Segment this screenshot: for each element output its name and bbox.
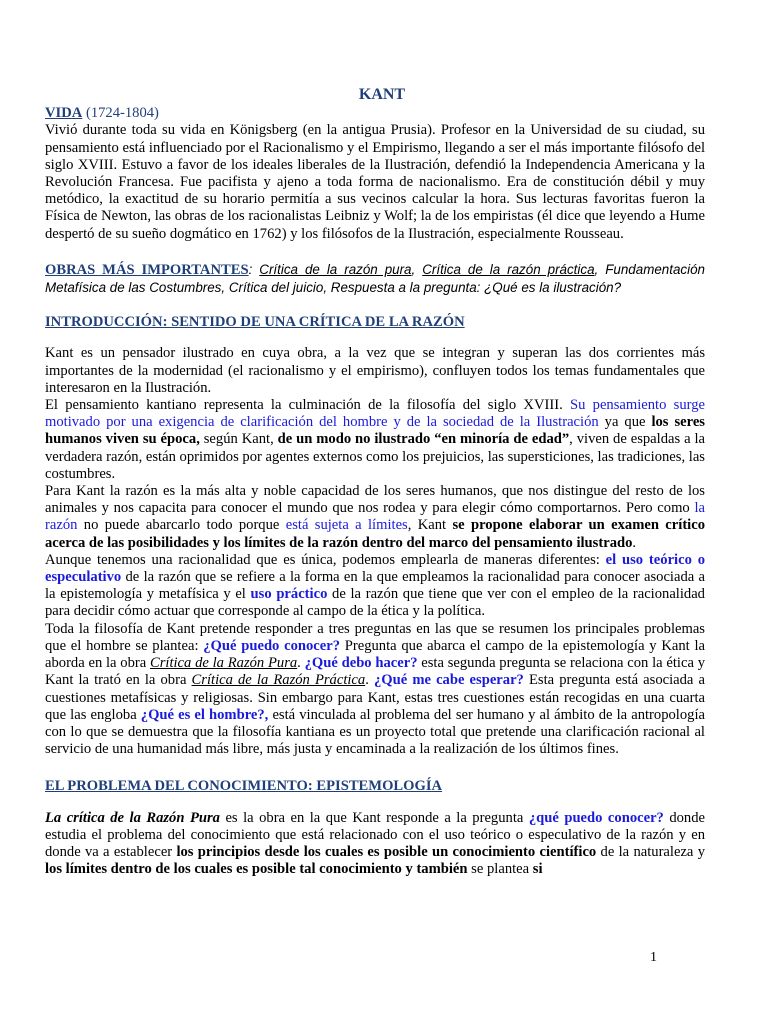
vida-dates: (1724-1804) — [85, 105, 159, 122]
vida-paragraph: Vivió durante toda su vida en Königsberg (en la antigua Prusia). Profesor en la Universidad de su ciudad, su pensamiento está influenciado por el Racionalismo y el Empirismo, llegando a ser el más importante filósofo del siglo XVIII. Estuvo a favor de los ideales liberales de la Ilustración, defendió la Independencia Americana y la Revolución Francesa. Fue pacifista y ajeno a toda forma de nacionalismo. Era de constitución débil y muy metódico, la exactitud de su horario permitía a sus vecinos calcular la hora. Sus lecturas favoritas fueron la Física de Newton, las obras de los racionalistas Leibniz y Wolf; la de los empiristas (él dice que leyendo a Hume despertó de su sueño dogmático en 1762) y los filósofos de la Ilustración, especialmente Rousseau. — [45, 122, 705, 242]
obras-heading: OBRAS MÁS IMPORTANTES — [45, 261, 249, 278]
intro-heading: INTRODUCCIÓN: SENTIDO DE UNA CRÍTICA DE LA RAZÓN — [45, 314, 465, 331]
vida-section — [45, 105, 705, 122]
epist-heading: EL PROBLEMA DEL CONOCIMIENTO: EPISTEMOLOGÍA — [45, 778, 443, 795]
page-number: 1 — [650, 950, 657, 965]
intro-paragraph-4: Aunque tenemos una racionalidad que es única, podemos emplearla de maneras diferentes: el uso teórico o especulativo de la razón que se refiere a la forma en la que empleamos la racionalidad para conocer asociada a la epistemología y metafísica y el uso práctico de la razón que tiene que ver con el empleo de la racionalidad para decidir cómo actuar que corresponde al campo de la ética y la política. — [45, 551, 706, 620]
question-4: ¿Qué es el hombre?, — [140, 706, 269, 723]
page-title: KANT — [358, 86, 406, 103]
epist-lead: La crítica de la Razón Pura — [45, 809, 220, 826]
epist-paragraph: La crítica de la Razón Pura es la obra en la que Kant responde a la pregunta ¿qué puedo conocer? donde estudia el problema del conocimiento que está relacionado con el uso teórico o especulativo de la razón y en donde va a establecer los principios desde los cuales es posible un conocimiento científico de la naturaleza y los límites dentro de los cuales es posible tal conocimiento y también se plantea si — [45, 809, 706, 878]
obras-work-2: Crítica de la razón práctica — [422, 261, 595, 277]
intro-paragraph-5: Toda la filosofía de Kant pretende responder a tres preguntas en las que se resumen los principales problemas que el hombre se plantea: ¿Qué puedo conocer? Pregunta que abarca el campo de la epistemología y Kant la aborda en la obra Crítica de la Razón Pura. ¿Qué debo hacer? esta segunda pregunta se relaciona con la ética y Kant la trató en la obra Crítica de la Razón Práctica. ¿Qué me cabe esperar? Esta pregunta está asociada a cuestiones metafísicas y religiosas. Sin embargo para Kant, estas tres cuestiones están recogidas en una cuarta que las engloba ¿Qué es el hombre?, está vinculada al problema del ser humano y al ámbito de la antropología con lo que se demuestra que la filosofía kantiana es un proyecto total que pretende una clarificación racional al servicio de una humanidad más libre, más justa y encaminada a la realización de los últimos fines. — [45, 620, 705, 758]
obras-section: OBRAS MÁS IMPORTANTES: Crítica de la razón pura, Crítica de la razón práctica, Fundamentación Metafísica de las Costumbres, Crítica del juicio, Respuesta a la pregunta: ¿Qué es la ilustración? — [45, 261, 705, 296]
work-razon-practica: Crítica de la Razón Práctica — [191, 672, 366, 689]
intro-paragraph-2: El pensamiento kantiano representa la culminación de la filosofía del siglo XVIII. Su pensamiento surge motivado por una exigencia de clarificación del hombre y de la sociedad de la Ilustración ya que los seres humanos viven su época, según Kant, de un modo no ilustrado “en minoría de edad”, viven de espaldas a la verdadera razón, están oprimidos por agentes externos como los prejuicios, las supersticiones, las tradiciones, las costumbres. — [45, 397, 705, 482]
work-razon-pura: Crítica de la Razón Pura — [149, 655, 298, 672]
intro-heading-line — [45, 314, 705, 331]
intro-paragraph-1: Kant es un pensador ilustrado en cuya obra, a la vez que se integran y superan las dos corrientes más importantes de la modernidad (el racionalismo y el empirismo), confluyen todos los temas fundamentales que interesaron en la Ilustración. — [45, 345, 705, 396]
intro-highlight-1: Su pensamiento surge motivado por una exigencia de clarificación del hombre y de la sociedad de la Ilustración — [45, 397, 705, 431]
intro-paragraph-3: Para Kant la razón es la más alta y noble capacidad de los seres humanos, que nos distingue del resto de los animales y nos capacita para conocer el mundo que nos rodea y para elegir cómo comportarnos. Pero como la razón no puede abarcarlo todo porque está sujeta a límites, Kant se propone elaborar un examen crítico acerca de las posibilidades y los límites de la razón dentro del marco del pensamiento ilustrado. — [45, 483, 706, 551]
question-3: ¿Qué me cabe esperar? — [373, 672, 524, 689]
epist-heading-line — [45, 778, 705, 795]
intro-highlight-limites: está sujeta a límites — [285, 517, 408, 534]
question-1: ¿Qué puedo conocer? — [203, 637, 341, 654]
document-page — [45, 86, 705, 878]
epist-question: ¿qué puedo conocer? — [528, 809, 664, 826]
vida-heading: VIDA — [45, 105, 83, 122]
intro-highlight-uso-teorico: el uso teórico o especulativo — [45, 551, 706, 586]
intro-highlight-razon: la razón — [45, 500, 705, 534]
question-2: ¿Qué debo hacer? — [304, 655, 418, 672]
intro-highlight-uso-practico: uso práctico — [250, 586, 328, 603]
obras-work-1: Crítica de la razón pura — [259, 261, 412, 277]
obras-rest: , Fundamentación Metafísica de las Costumbres, Crítica del juicio, Respuesta a la pregunta: ¿Qué es la ilustración? — [45, 261, 705, 296]
